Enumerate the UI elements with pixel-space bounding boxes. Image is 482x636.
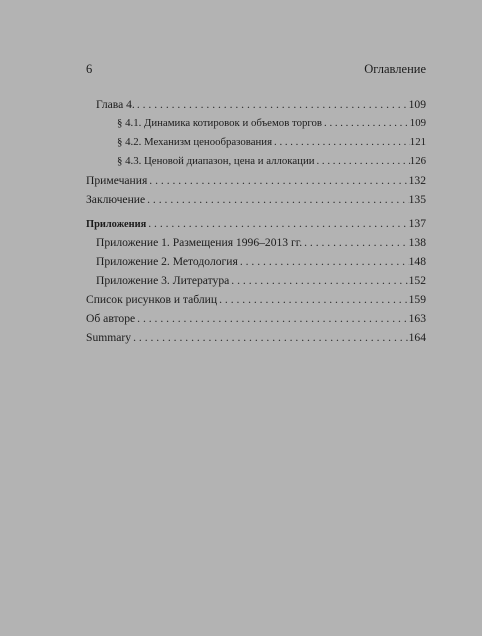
toc-entry-page: 163 — [408, 312, 426, 326]
table-of-contents — [86, 95, 426, 347]
toc-entry-title: § 4.1. Динамика котировок и объемов торгов — [117, 117, 323, 130]
running-title: Оглавление — [364, 62, 426, 76]
toc-dot-leader — [146, 214, 408, 233]
toc-entry[interactable] — [86, 95, 426, 114]
toc-dot-leader — [145, 190, 408, 209]
toc-entry[interactable] — [86, 190, 426, 209]
toc-entry-title: Приложение 2. Методология — [96, 254, 238, 268]
toc-dot-leader — [135, 95, 409, 114]
toc-dot-leader — [135, 309, 408, 328]
toc-entry[interactable] — [86, 309, 426, 328]
toc-entry-page: 164 — [408, 331, 426, 345]
toc-dot-leader — [238, 252, 409, 271]
toc-entry-page: 148 — [408, 254, 426, 268]
toc-dot-leader — [272, 133, 410, 152]
toc-dot-leader — [322, 114, 410, 133]
toc-entry-title: Приложение 3. Литература — [96, 273, 230, 287]
toc-entry-page: 126 — [409, 155, 426, 168]
toc-entry-page: 138 — [408, 235, 426, 249]
toc-dot-leader — [147, 171, 408, 190]
toc-entry-page: 137 — [408, 216, 426, 230]
toc-entry-title: Список рисунков и таблиц — [86, 292, 218, 306]
toc-entry-title: Примечания — [86, 174, 148, 188]
toc-entry-page: 109 — [409, 117, 426, 130]
toc-entry[interactable] — [86, 214, 426, 233]
toc-entry-title: Приложение 1. Размещения 1996–2013 гг. — [96, 235, 303, 249]
toc-dot-leader — [217, 290, 409, 309]
toc-entry[interactable] — [86, 171, 426, 190]
toc-entry[interactable] — [86, 233, 426, 252]
toc-entry[interactable] — [86, 152, 426, 171]
toc-entry-page: 121 — [409, 136, 426, 149]
toc-entry-page: 132 — [408, 174, 426, 188]
toc-entry-title: § 4.3. Ценовой диапазон, цена и аллокации — [117, 155, 315, 168]
toc-entry[interactable] — [86, 114, 426, 133]
toc-dot-leader — [302, 233, 409, 252]
toc-entry-page: 159 — [408, 292, 426, 306]
toc-entry-title: § 4.2. Механизм ценообразования — [117, 136, 273, 149]
toc-entry-page: 135 — [408, 193, 426, 207]
toc-entry[interactable] — [86, 290, 426, 309]
toc-entry-title: Заключение — [86, 193, 146, 207]
running-head — [86, 62, 426, 78]
toc-entry-title: Об авторе — [86, 312, 136, 326]
toc-dot-leader — [315, 152, 410, 171]
toc-entry[interactable] — [86, 328, 426, 347]
toc-entry-title: Summary — [86, 331, 132, 345]
toc-entry-page: 152 — [408, 273, 426, 287]
toc-dot-leader — [229, 271, 408, 290]
toc-entry-page: 109 — [408, 98, 426, 111]
toc-dot-leader — [131, 328, 409, 347]
toc-entry[interactable] — [86, 252, 426, 271]
toc-entry-title: Глава 4. — [96, 98, 135, 111]
toc-entry[interactable] — [86, 133, 426, 152]
page-number: 6 — [86, 62, 93, 76]
toc-entry[interactable] — [86, 271, 426, 290]
toc-entry-title: Приложения — [86, 218, 147, 230]
